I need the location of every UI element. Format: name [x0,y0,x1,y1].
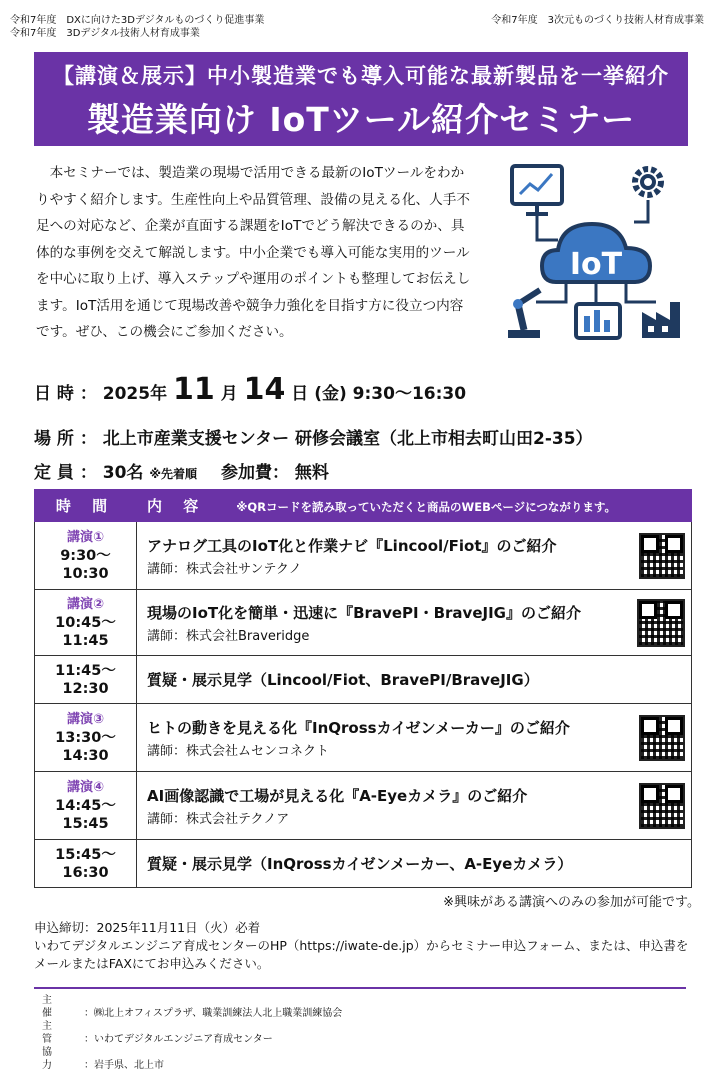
session-title: 現場のIoT化を簡単・迅速に『BravePI・BraveJIG』のご紹介 [147,603,581,622]
time-end: 10:30 [62,565,109,582]
table-row [35,656,692,704]
date-month: 11 [173,372,215,407]
date-day: 14 [243,372,286,407]
date-day-unit: 日 [291,384,309,404]
apply-text-line2: メールまたはFAXにてお申込みください。 [34,956,270,971]
time-start: 13:30〜 [55,729,116,746]
session-title: ヒトの動きを見える化『InQrossカイゼンメーカー』のご紹介 [147,718,570,737]
iot-label: IoT [569,247,623,282]
apply-text-line1: いわてデジタルエンジニア育成センターのHP（https://iwate-de.jp）からセミナー申込フォーム、または、申込書を [34,938,689,953]
footer-management [42,1020,342,1046]
qr-note: ※QRコードを読み取っていただくと商品のWEBページにつながります。 [236,500,616,514]
time-start: 9:30〜 [60,547,111,564]
row-content [137,772,692,840]
footer-label: 協力 [42,1047,66,1071]
qr-code[interactable] [637,599,685,647]
session-title: AI画像認識で工場が見える化『A-Eyeカメラ』のご紹介 [147,786,528,805]
qr-code[interactable] [639,783,685,829]
footer-value: ：岩手県、北上市 [84,1060,164,1071]
event-venue [34,424,593,449]
footer-cooperation [42,1046,342,1072]
schedule-header-content [137,490,692,522]
venue-label: 場 所 ： [34,429,97,449]
date-time: 9:30〜16:30 [352,384,467,404]
dashboard-icon [576,304,620,338]
time-end: 16:30 [62,864,109,881]
row-time [35,840,137,888]
lecture-number: 講演④ [66,779,104,795]
banner-subtitle: 【講演＆展示】中小製造業でも導入可能な最新製品を一挙紹介 [53,64,669,88]
lecture-number: 講演② [66,596,104,612]
event-capacity [34,458,329,483]
footer-value: ：㈱北上オフィスプラザ、職業訓練法人北上職業訓練協会 [84,1008,343,1019]
header-left [10,14,264,40]
date-year: 2025年 [102,384,168,404]
footer-organizers [42,994,342,1072]
title-banner [34,52,688,146]
venue-value: 北上市産業支援センター 研修会議室（北上市相去町山田2-35） [102,429,593,449]
row-content [137,522,692,590]
footer-divider [34,987,686,989]
row-time [35,704,137,772]
table-row [35,522,692,590]
footer-value: ：いわてデジタルエンジニア育成センター [84,1034,273,1045]
row-time [35,656,137,704]
lecture-number: 講演① [66,529,104,545]
qr-code[interactable] [639,715,685,761]
capacity-value: 30名 [102,463,144,483]
intro-paragraph: 本セミナーでは、製造業の現場で活用できる最新のIoTツールをわかりやすく紹介します。生産性向上や品質管理、設備の見える化、人手不足への対応など、企業が直面する課題をIoTでどう解決できるのか、具体的な事例を交えて解説します。中小企業でも導入可能な実用的ツールを中心に取り上げ、導入ステップや運用のポイントも整理してお伝えします。IoT活用を通じて現場改善や競争力強化を目指す方に役立つ内容です。ぜひ、この機会にご参加ください。 [36,165,471,340]
header-left-line1: 令和7年度 DXに向けた3Dデジタルものづくり促進事業 [10,15,265,26]
session-speaker: 講師：株式会社ムセンコネクト [147,743,330,759]
time-start: 15:45〜 [55,846,116,863]
capacity-label: 定 員 ： [34,463,97,483]
application-info [34,919,688,973]
schedule-header-time: 時 間 [35,490,137,522]
schedule-table [34,489,692,888]
table-row [35,704,692,772]
capacity-note: ※先着順 [149,467,198,481]
qr-code[interactable] [639,533,685,579]
banner-title: 製造業向け IoTツール紹介セミナー [86,100,636,139]
fee-label: 参加費： [220,463,289,483]
header-right: 令和7年度 3次元ものづくり技術人材育成事業 [491,15,704,26]
table-row [35,840,692,888]
row-time [35,522,137,590]
cloud-icon [542,224,650,282]
time-end: 15:45 [62,815,109,832]
monitor-chart-icon [512,166,562,214]
event-date [34,372,466,407]
session-title: 質疑・展示見学（Lincool/Fiot、BravePI/BraveJIG） [147,671,539,689]
time-end: 11:45 [62,632,109,649]
row-content [137,704,692,772]
session-title: 質疑・展示見学（InQrossカイゼンメーカー、A-Eyeカメラ） [147,855,573,873]
time-end: 14:30 [62,747,109,764]
row-content [137,840,692,888]
deadline-text: 申込締切：2025年11月11日（火）必着 [34,920,261,935]
time-end: 12:30 [62,680,109,697]
schedule-header [35,490,692,522]
table-row [35,772,692,840]
iot-illustration [496,152,696,348]
robot-arm-icon [508,290,540,338]
session-title: アナログ工具のIoT化と作業ナビ『Lincool/Fiot』のご紹介 [147,536,557,555]
date-weekday: (金) [314,384,347,404]
lecture-number: 講演③ [66,711,104,727]
row-time [35,590,137,656]
session-speaker: 講師：株式会社サンテクノ [147,561,302,577]
time-start: 14:45〜 [55,797,116,814]
session-speaker: 講師：株式会社テクノア [147,811,290,827]
partial-attendance-note: ※興味がある講演へのみの参加が可能です。 [443,895,700,910]
row-content [137,656,692,704]
header-left-line2: 令和7年度 3Dデジタル技術人材育成事業 [10,28,200,39]
date-label: 日 時 ： [34,384,97,404]
header-content-label: 内 容 [147,497,207,515]
row-content [137,590,692,656]
time-start: 11:45〜 [55,662,116,679]
table-row [35,590,692,656]
date-month-unit: 月 [220,384,238,404]
fee-value: 無料 [294,463,329,483]
session-speaker: 講師：株式会社Braveridge [147,628,310,644]
gear-icon [635,169,661,195]
footer-label: 主管 [42,1021,66,1045]
row-time [35,772,137,840]
footer-host [42,994,342,1020]
factory-icon [642,302,680,338]
footer-label: 主催 [42,995,66,1019]
time-start: 10:45〜 [55,614,116,631]
